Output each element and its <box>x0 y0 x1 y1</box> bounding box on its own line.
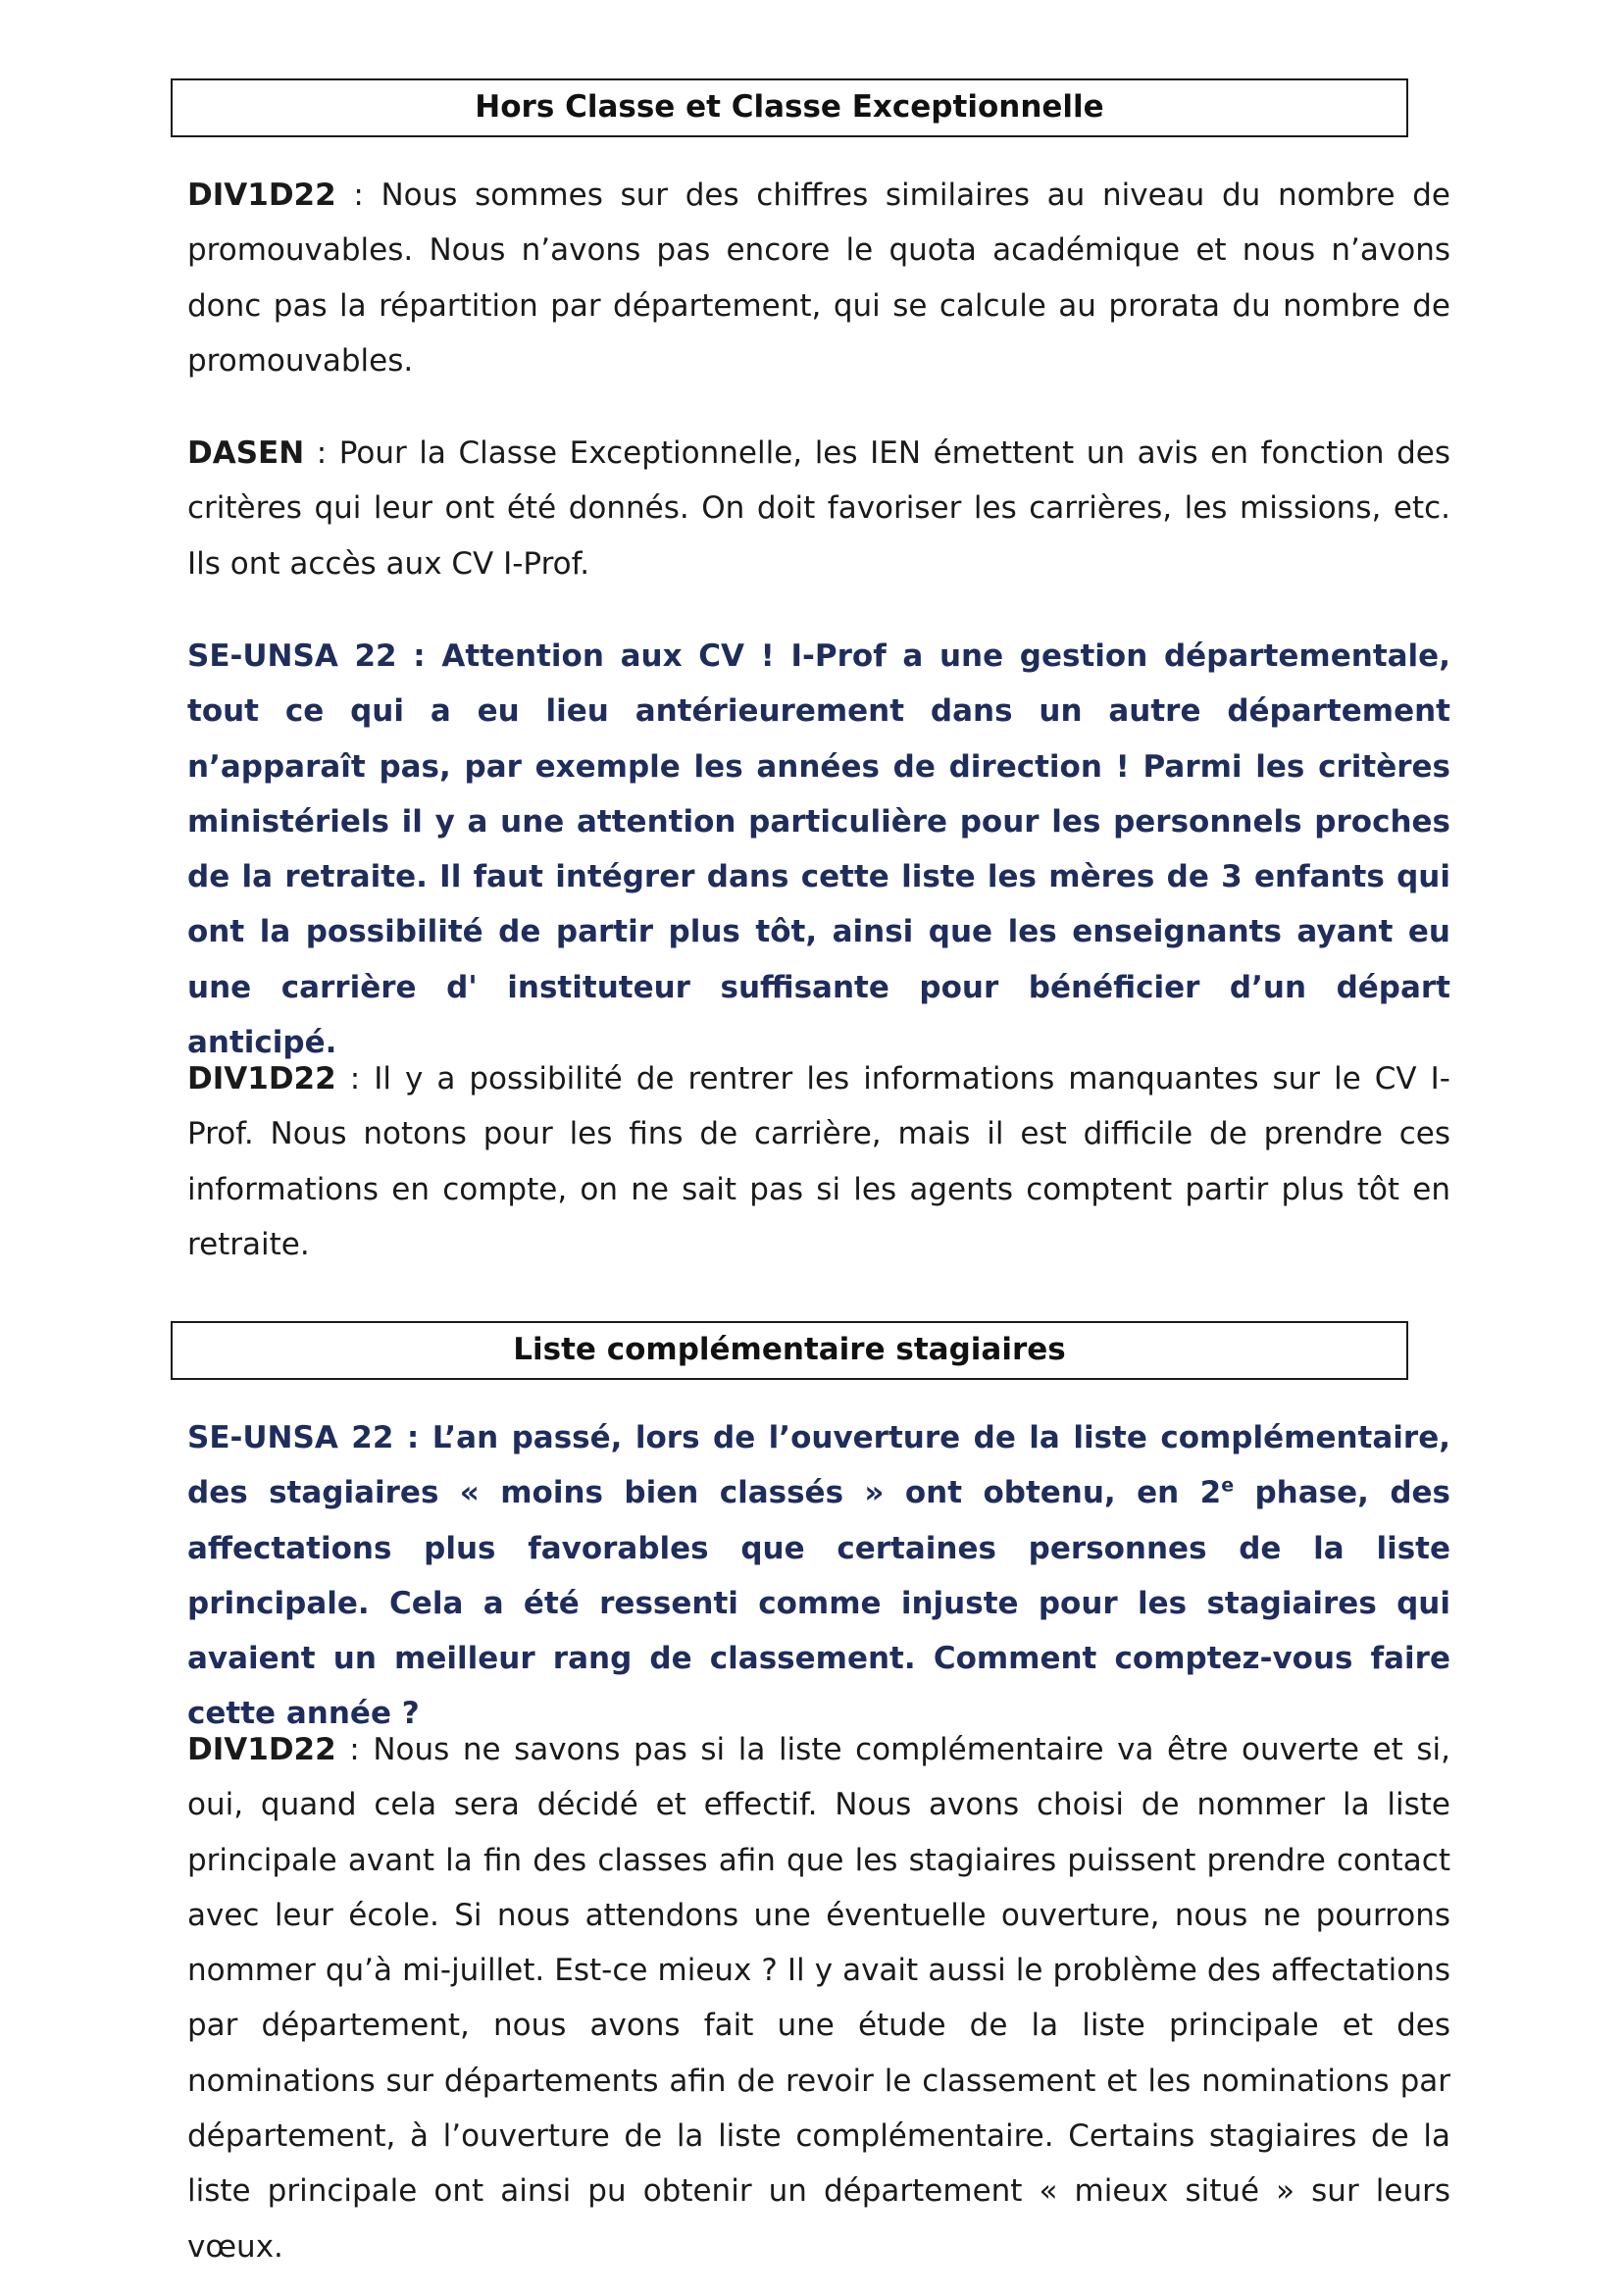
paragraph-se-unsa-1 <box>187 629 1450 1070</box>
superscript-e: e <box>1221 1474 1235 1497</box>
section-heading-hors-classe <box>171 78 1408 137</box>
paragraph-text: : Nous sommes sur des chiffres similaires au niveau du nombre de promouvables. Nous n’avons pas encore le quota académique et nous n’avons donc pas la répartition par département, qui se calcule au prorata du nombre de promouvables. <box>187 178 1450 379</box>
paragraph-text: : Nous ne savons pas si la liste complémentaire va être ouverte et si, oui, quand cela sera décidé et effectif. Nous avons choisi de nommer la liste principale avant la fin des classes afin que les stagiaires puissent prendre contact avec leur école. Si nous attendons une éventuelle ouverture, nous ne pourrons nommer qu’à mi-juillet. Est-ce mieux ? Il y avait aussi le problème des affectations par département, nous avons fait une étude de la liste principale et des nominations sur départements afin de revoir le classement et les nominations par département, à l’ouverture de la liste complémentaire. Certains stagiaires de la liste principale ont ainsi pu obtenir un département « mieux situé » sur leurs vœux. <box>187 1732 1450 2265</box>
paragraph-se-unsa-2 <box>187 1410 1450 1742</box>
paragraph-text: : Il y a possibilité de rentrer les informations manquantes sur le CV I-Prof. Nous notons pour les fins de carrière, mais il est difficile de prendre ces informations en compte, on ne sait pas si les agents comptent partir plus tôt en retraite. <box>187 1061 1450 1262</box>
section-heading-text: Liste complémentaire stagiaires <box>513 1332 1066 1367</box>
speaker-label: DIV1D22 <box>187 1061 336 1096</box>
paragraph-text: L’an passé, lors de l’ouverture de la liste complémentaire, des stagiaires « moins bien classés » ont obtenu, en 2 <box>187 1420 1450 1511</box>
paragraph-dasen <box>187 426 1450 591</box>
paragraph-div1d22-3 <box>187 1722 1450 2274</box>
paragraph-text: Attention aux CV ! I-Prof a une gestion départementale, tout ce qui a eu lieu antérieurement dans un autre département n’apparaît pas, par exemple les années de direction ! Parmi les critères ministériels il y a une attention particulière pour les personnels proches de la retraite. Il faut intégrer dans cette liste les mères de 3 enfants qui ont la possibilité de partir plus tôt, ainsi que les enseignants ayant eu une carrière d' instituteur suffisante pour bénéficier d’un départ anticipé. <box>187 638 1450 1061</box>
section-heading-liste-complementaire <box>171 1321 1408 1380</box>
paragraph-div1d22-2 <box>187 1051 1450 1272</box>
paragraph-div1d22-1 <box>187 168 1450 388</box>
section-heading-text: Hors Classe et Classe Exceptionnelle <box>475 89 1104 125</box>
speaker-label: DASEN <box>187 435 305 471</box>
paragraph-text: phase, des affectations plus favorables que certaines personnes de la liste principale. Cela a été ressenti comme injuste pour les stagiaires qui avaient un meilleur rang de classement. Comment comptez-vous faire cette année ? <box>187 1475 1450 1732</box>
speaker-label: DIV1D22 <box>187 178 336 213</box>
speaker-label: SE-UNSA 22 : <box>187 638 426 674</box>
speaker-label: SE-UNSA 22 : <box>187 1420 420 1455</box>
speaker-label: DIV1D22 <box>187 1732 336 1767</box>
paragraph-text: : Pour la Classe Exceptionnelle, les IEN émettent un avis en fonction des critères qui leur ont été donnés. On doit favoriser les carrières, les missions, etc. Ils ont accès aux CV I-Prof. <box>187 435 1450 582</box>
